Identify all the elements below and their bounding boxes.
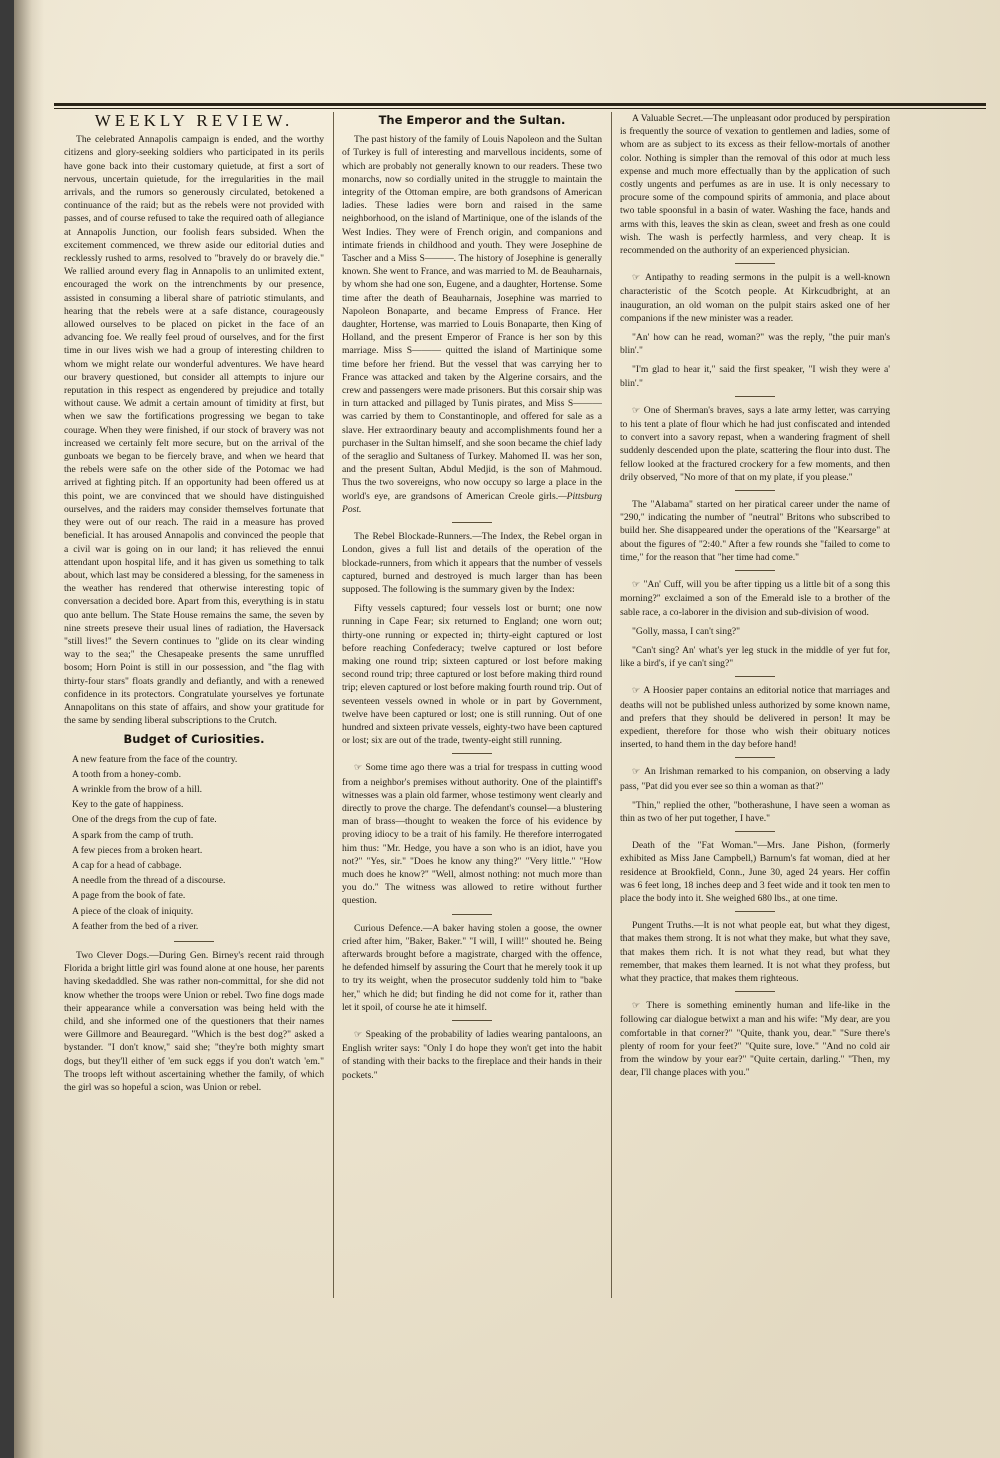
antipathy-end: "I'm glad to hear it," said the first speaker, "I wish they were a' blin'.": [620, 364, 890, 389]
cuff-text: "An' Cuff, will you be after tipping us a little bit of a song this morning?" exclaimed a son of the Emerald isle to a brother of the sable race, a co-laborer in the division and sub-division of wood.: [620, 579, 890, 618]
list-item: A few pieces from a broken heart.: [72, 844, 203, 856]
column-right: [620, 112, 890, 1308]
budget-title: Budget of Curiosities.: [123, 732, 265, 747]
divider: [735, 396, 775, 397]
budget-list: [64, 753, 324, 933]
dogs-article: Two Clever Dogs.—During Gen. Birney's recent raid through Florida a bright little girl was found alone at one house, her parents having skedaddled. She was rather non-committal, for she did not know whether the troops were Union or rebel. Two fine dogs made their appearance while a conversation was being held with the child, and she informed one of the questioners that their names were Gillmore and Beauregard. "Which is the best dog?" asked a bystander. "I don't know," said she; "they're both mighty smart dogs, but they'll either of 'em suck eggs if you don't watch 'em." The troops left without ascertaining whether the family, of which the girl was so hopeful a scion, was Union or rebel.: [64, 949, 324, 1094]
review-article: The celebrated Annapolis campaign is ended, and the worthy citizens and glory-seeking soldiers who participated in its perils have gone back into their customary quietude, at first a sort of nervous, uncertain quietude, for the irregularities in the mail arrivals, and the rumors so generously circulated, betokened a continuance of the raid; but as the rebels were not provided with passes, and of course refused to take the required oath of allegiance at Annapolis Junction, our foolish fears subsided. When the excitement commenced, we threw aside our editorial duties and recklessly rushed to arms, resolved to "bravely do or bravely die." We rallied around every flag in Annapolis to an unlimited extent, encouraged the work on the intrenchments by our presence, assisted in consuming a liberal share of patriotic stimulants, and hearing that the rebels were at a safe distance, courageously allowed ourselves to be placed on picket in the face of an advancing foe. We really feel proud of ourselves, and for the first time in our lives wish we had a group of interesting children to whom we might relate our wonderful adventures. We have heard our bravery questioned, but consider all attempts to injure our reputation in this respect as engendered by prejudice and totally without cause. We admit a certain amount of timidity at first, but when we saw the fortifications progressing we began to take courage. When they were finished, if our stock of bravery was not increased we certainly felt more secure, but on the arrival of the gunboats we began to be fiercely brave, and when we heard that the rebels were safe on the other side of the Potomac we had arrived at fighting pitch. If an opportunity had been offered us at this point, we are convinced that we should have distinguished ourselves, and the raiders may consider themselves fortunate that they were out of our reach. The raid in a measure has proved beneficial. It has aroused Annapolis and convinced the people that a civil war is going on in our land; it has relieved the ennui attendant upon hospital life, and it has given us something to talk about, which last may be considered a blessing, for the sameness in the weather has rendered that otherwise interesting topic of conversation a decided bore. Apart from this, everything is in statu quo ante bellum. The State House remains the same, the seven by nine streets preseve their usual lines of radiation, the Haversack "still lives!" the Severn continues to "glide on its clear winding way to the sea;" the Chesapeake presents the same unruffled bosom; Horn Point is still in our possession, and "the flag with thirty-four stars" floats grandly and defiantly, and with a renewed confidence in its protectors. Congratulate yourselves ye fortunate Annapolitans on this state of affairs, and show your gratitude for the same by sending liberal subscriptions to the Crutch.: [64, 134, 324, 727]
column-left: [64, 112, 324, 1308]
divider: [452, 753, 492, 754]
list-item: A feather from the bed of a river.: [72, 920, 199, 932]
divider: [735, 676, 775, 677]
divider: [452, 914, 492, 915]
antipathy-reply: "An' how can he read, woman?" was the reply, "the puir man's blin'.": [620, 332, 890, 357]
divider: [735, 757, 775, 758]
blockade-summary: Fifty vessels captured; four vessels lost or burnt; one now running in Cape Fear; six returned to England; one worn out; thirty-one running or expected in; thirty-eight captured or lost before reaching Confederacy; twelve captured or lost before making one round trip; sixteen captured or lost before making second round trip; three captured or lost before making third round trip; eleven captured or lost before making fourth round trip. Out of seventeen vessels owned in whole or in part by Government, twelve have been captured or lost; one is still running. Out of one hundred and sixteen private vessels, eighty-two have been captured or lost; six are out of the trade, twenty-eight still running.: [342, 603, 602, 747]
divider: [735, 991, 775, 992]
truths-article: Pungent Truths.—It is not what people eat, but what they digest, that makes them strong. It is not what they make, but what they save, that makes them rich. It is not what they read, but what they remember, that makes them learned. It is not what they profess, but what they practice, that makes them righteous.: [620, 920, 890, 984]
ladies-article: [342, 1028, 602, 1082]
divider: [735, 911, 775, 912]
hoosier-article: [620, 684, 890, 751]
pointing-hand-icon: ☞: [632, 580, 644, 591]
emperor-article: [342, 133, 602, 516]
list-item: A tooth from a honey-comb.: [72, 768, 181, 780]
antipathy-article: [620, 271, 890, 325]
pointing-hand-icon: ☞: [354, 763, 366, 774]
hoosier-text: A Hoosier paper contains an editorial notice that marriages and deaths will not be published unless authorized by some known name, and prefers that they should be delivered in person! It may be expedient, therefore for those who wish their obituary notices inserted, to hand them in the day before hand!: [620, 685, 890, 751]
pointing-hand-icon: ☞: [354, 1030, 366, 1040]
blockade-article: The Rebel Blockade-Runners.—The Index, the Rebel organ in London, gives a full list and details of the operation of the blockade-runners, from which it appears that the number of vessels captured, burned and destroyed is much larger than has been supposed. The following is the summary given by the Index:: [342, 531, 602, 595]
divider: [735, 490, 775, 491]
list-item: Key to the gate of happiness.: [72, 799, 184, 811]
trespass-text: Some time ago there was a trial for trespass in cutting wood from a neighbor's premises without authority. One of the plaintiff's witnesses was a plain old farmer, whose testimony went clearly and directly to prove the charge. The defendant's counsel—a blustering man of brass—thought to weaken the force of his evidence by proving idiocy to be a trait of his family. He therefore interrogated him thus: "Mr. Hedge, you have a son who is an idiot, have you not?" "Yes, sir." "Does he know any thing?" "Very little." "How much does he know?" "Well, almost nothing: not much more than you do." The witness was allowed to retire without further question.: [342, 762, 602, 907]
divider: [735, 263, 775, 264]
irish-reply: "Thin," replied the other, "botherashune, I have seen a woman as thin as two of her put together, I have.": [620, 799, 890, 824]
list-item: One of the dregs from the cup of fate.: [72, 814, 217, 826]
antipathy-text: Antipathy to reading sermons in the pulpit is a well-known characteristic of the Scotch people. At Kirkcudbright, at an inauguration, an old woman on the pulpit stairs asked one of her companions if the new minister was a reader.: [620, 272, 890, 324]
pointing-hand-icon: ☞: [632, 273, 646, 284]
dialogue-article: [620, 999, 890, 1079]
fat-woman-article: Death of the "Fat Woman."—Mrs. Jane Pishon, (formerly exhibited as Miss Jane Campbell,) Barnum's fat woman, died at her residence at Brookfield, Conn., June 30, aged 24 years. Her coffin was 6 feet long, 18 inches deep and 3 feet wide and it took ten men to place the body into it. She weighed 680 lbs., at one time.: [620, 840, 890, 904]
pointing-hand-icon: ☞: [632, 767, 645, 778]
masthead: WEEKLY REVIEW.: [94, 112, 294, 130]
pointing-hand-icon: ☞: [632, 1001, 647, 1012]
list-item: A page from the book of fate.: [72, 890, 186, 902]
alabama-article: The "Alabama" started on her piratical career under the name of "290," indicating the number of "neutral" Britons who subscribed to build her. She disappeared under the operations of the "Kearsarge" at about the figures of "2:40." After a few rounds she "failed to come to time," for the reason that "her time had come.": [620, 499, 890, 563]
ladies-text: Speaking of the probability of ladies wearing pantaloons, an English writer says: "Only I do hope they won't get into the habit of standing with their backs to the fireplace and their hands in their pockets.": [342, 1029, 602, 1081]
divider: [452, 1020, 492, 1021]
sherman-article: [620, 404, 890, 484]
column-middle: [342, 112, 602, 1308]
pointing-hand-icon: ☞: [632, 686, 644, 697]
list-item: A needle from the thread of a discourse.: [72, 875, 226, 887]
sherman-text: One of Sherman's braves, says a late army letter, was carrying to his tent a plate of flour which he had just confiscated and intended to convert into a savory repast, when a wandering fragment of shell suddenly descended upon the plate, scattering the flour into dust. The fellow looked at the fractured crockery for a few moments, and then drily observed, "No more of that on my plate, if you please.": [620, 404, 890, 483]
dialogue-text: There is something eminently human and life-like in the following car dialogue betwixt a man and his wife: "My dear, are you comfortable in that corner?" "Quite, thank you, dear." "Sure there's plenty of room for your feet?" "Quite sure, love." "And no cold air from the window by your ear?" "Quite certain, darling." "Then, my dear, I'll change places with you.": [620, 1000, 890, 1079]
goose-article: Curious Defence.—A baker having stolen a goose, the owner cried after him, "Baker, Baker." "I will, I will!" shouted he. Being afterwards brought before a magistrate, charged with the offence, he defended himself by assuring the Court that he merely took it up to try its weight, when the prosecutor suddenly told him to "bake her," which he did; but finding he did not come for it, rather than let it spoil, of course he ate it himself.: [342, 922, 602, 1013]
divider: [735, 570, 775, 571]
divider: [174, 941, 214, 942]
divider: [452, 522, 492, 523]
emperor-title: The Emperor and the Sultan.: [378, 113, 566, 127]
header-rule: [54, 103, 986, 109]
list-item: A new feature from the face of the country.: [72, 753, 238, 765]
pointing-hand-icon: ☞: [632, 405, 644, 416]
list-item: A wrinkle from the brow of a hill.: [72, 783, 203, 795]
binding-fold: [14, 0, 44, 1458]
emperor-source: —Pittsburg Post.: [342, 490, 602, 515]
irish-text: An Irishman remarked to his companion, on observing a lady pass, "Pat did you ever see so thin a woman as that?": [620, 766, 890, 792]
list-item: A piece of the cloak of iniquity.: [72, 905, 194, 917]
emperor-text: The past history of the family of Louis Napoleon and the Sultan of Turkey is full of interesting and marvellous incidents, some of which are probably not generally known to our readers. These two monarchs, now so cordially united in the struggle to maintain the integrity of the Ottoman empire, are both grandsons of American ladies. These ladies were born and raised in the same neighborhood, on the island of Martinique, one of the islands of the West Indies. They were of French origin, and companions and intimate friends in childhood and youth. They were Josephine de Tascher and a Miss S———. The history of Josephine is generally known. She went to France, and was married to M. de Beauharnais, by whom she had one son, Eugene, and a daughter, Hortense. Some time after the death of Beauharnais, Josephine was married to Napoleon Bonaparte, and became Empress of France. Her daughter, Hortense, was married to Louis Bonaparte, then King of Holland, and the present Emperor of France is her son by this marriage. Miss S——— quitted the island of Martinique some time before her friend. But the vessel that was carrying her to France was attacked and taken by the Algerine corsairs, and the crew and passengers were made prisoners. But this corsair ship was in turn attacked and pillaged by Tunis pirates, and Miss S——— was carried by them to Constantinople, and offered for sale as a slave. Her extraordinary beauty and accomplishments found her a purchaser in the Sultan himself, and she soon became the chief lady of the seraglio and Sultaness of Turkey. Mahomed II. was her son, and the present Sultan, Abdul Medjid, is the son of Mahmoud. Thus the two sovereigns, who now occupy so large a place in the world's eye, are grandsons of American Creole girls.: [342, 134, 602, 502]
trespass-article: [342, 761, 602, 907]
cuff-article: [620, 578, 890, 619]
column-separator: [611, 112, 612, 1298]
list-item: A spark from the camp of truth.: [72, 829, 194, 841]
column-separator: [333, 112, 334, 1298]
list-item: A cap for a head of cabbage.: [72, 859, 182, 871]
secret-article: A Valuable Secret.—The unpleasant odor produced by perspiration is frequently the source of vexation to gentlemen and ladies, some of whom are as subject to its excess as their fellow-mortals of another color. Nothing is simpler than the removal of this odor at much less expense and much more effectually than by the application of such costly ungents and perfumes as are in use. It is only necessary to procure some of the compound spirits of ammonia, and place about two table spoonsful in a basin of water. Washing the face, hands and arms with this, leaves the skin as clean, sweet and fresh as one could wish. The wash is perfectly harmless, and very cheap. It is recommended on the authority of an experienced physician.: [620, 113, 890, 257]
divider: [735, 831, 775, 832]
irish-article: [620, 765, 890, 792]
cuff-end: "Can't sing? An' what's yer leg stuck in the middle of yer fut for, like a bird's, if ye can't sing?": [620, 644, 890, 670]
cuff-reply: "Golly, massa, I can't sing?": [632, 625, 741, 637]
